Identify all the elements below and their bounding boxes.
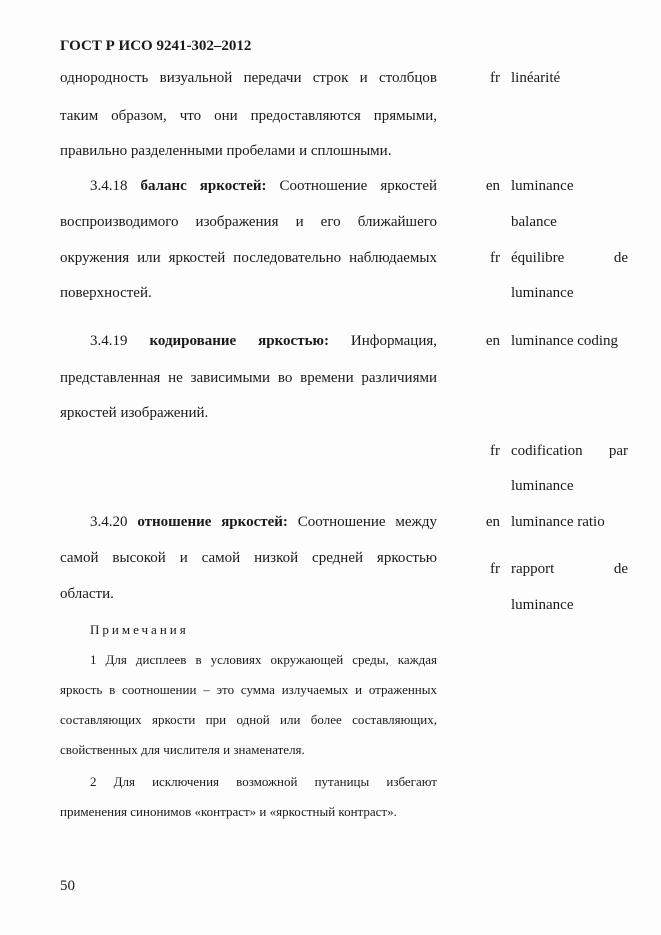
term-number: 3.4.18 — [90, 178, 128, 194]
equivalent-term — [511, 559, 628, 579]
note-line: 1 Для дисплеев в условиях окружающей среды, каждая — [90, 652, 437, 667]
definition-line: окружения или яркостей последовательно наблюдаемых — [60, 250, 437, 266]
notes-heading: Примечания — [90, 622, 189, 637]
note-line: свойственных для числителя и знаменателя. — [60, 742, 305, 757]
equivalent-term: luminance — [511, 285, 574, 301]
definition-line: воспроизводимого изображения и его ближайшего — [60, 214, 437, 230]
equivalent-term: luminance — [511, 597, 574, 613]
equivalent-term — [511, 248, 628, 268]
definition-line: яркостей изображений. — [60, 405, 209, 421]
language-code: fr — [490, 250, 500, 266]
definition-text: Соотношение между — [297, 514, 437, 530]
equivalent-term: luminance — [511, 178, 574, 194]
equivalent-term — [511, 441, 628, 461]
term-word: rapport — [511, 561, 555, 577]
equivalent-term: balance — [511, 214, 557, 230]
note-line: составляющих яркости при одной или более составляющих, — [60, 712, 437, 727]
page-number: 50 — [60, 878, 75, 894]
term-name: отношение яркостей: — [137, 514, 288, 530]
term-definition-first-line — [60, 331, 437, 351]
term-word: de — [613, 561, 628, 577]
definition-line: области. — [60, 586, 114, 602]
language-code: fr — [490, 561, 500, 577]
definition-line: представленная не зависимыми во времени различиями — [60, 370, 437, 386]
equivalent-term: linéarité — [511, 70, 561, 86]
language-code: en — [485, 514, 500, 530]
paragraph-line: правильно разделенными пробелами и сплошными. — [60, 143, 392, 159]
term-number: 3.4.19 — [90, 333, 128, 349]
term-definition-first-line — [60, 176, 437, 196]
equivalent-term: luminance ratio — [511, 514, 605, 530]
equivalent-term: luminance — [511, 478, 574, 494]
term-name: яркостью: — [258, 333, 329, 349]
term-name: баланс яркостей: — [140, 178, 267, 194]
definition-line: поверхностей. — [60, 285, 152, 301]
note-line: применения синонимов «контраст» и «яркостный контраст». — [60, 804, 397, 819]
term-word: par — [608, 443, 628, 459]
language-code: en — [485, 333, 500, 349]
term-word: codification — [511, 443, 583, 459]
paragraph-line: таким образом, что они предоставляются прямыми, — [60, 108, 437, 124]
term-word: de — [613, 250, 628, 266]
paragraph-line: однородность визуальной передачи строк и столбцов — [60, 70, 437, 86]
note-line: яркость в соотношении – это сумма излучаемых и отраженных — [60, 682, 437, 697]
term-definition-first-line — [60, 512, 437, 532]
definition-text: Информация, — [350, 333, 438, 349]
term-word: équilibre — [511, 250, 565, 266]
language-code: fr — [490, 70, 500, 86]
language-code: en — [485, 178, 500, 194]
language-code: fr — [490, 443, 500, 459]
term-name: кодирование — [149, 333, 237, 349]
definition-line: самой высокой и самой низкой средней яркостью — [60, 550, 437, 566]
definition-text: Соотношение яркостей — [279, 178, 438, 194]
term-number: 3.4.20 — [90, 514, 128, 530]
note-line: 2 Для исключения возможной путаницы избегают — [90, 774, 437, 789]
equivalent-term: luminance coding — [511, 333, 619, 349]
document-header: ГОСТ Р ИСО 9241-302–2012 — [60, 38, 252, 54]
